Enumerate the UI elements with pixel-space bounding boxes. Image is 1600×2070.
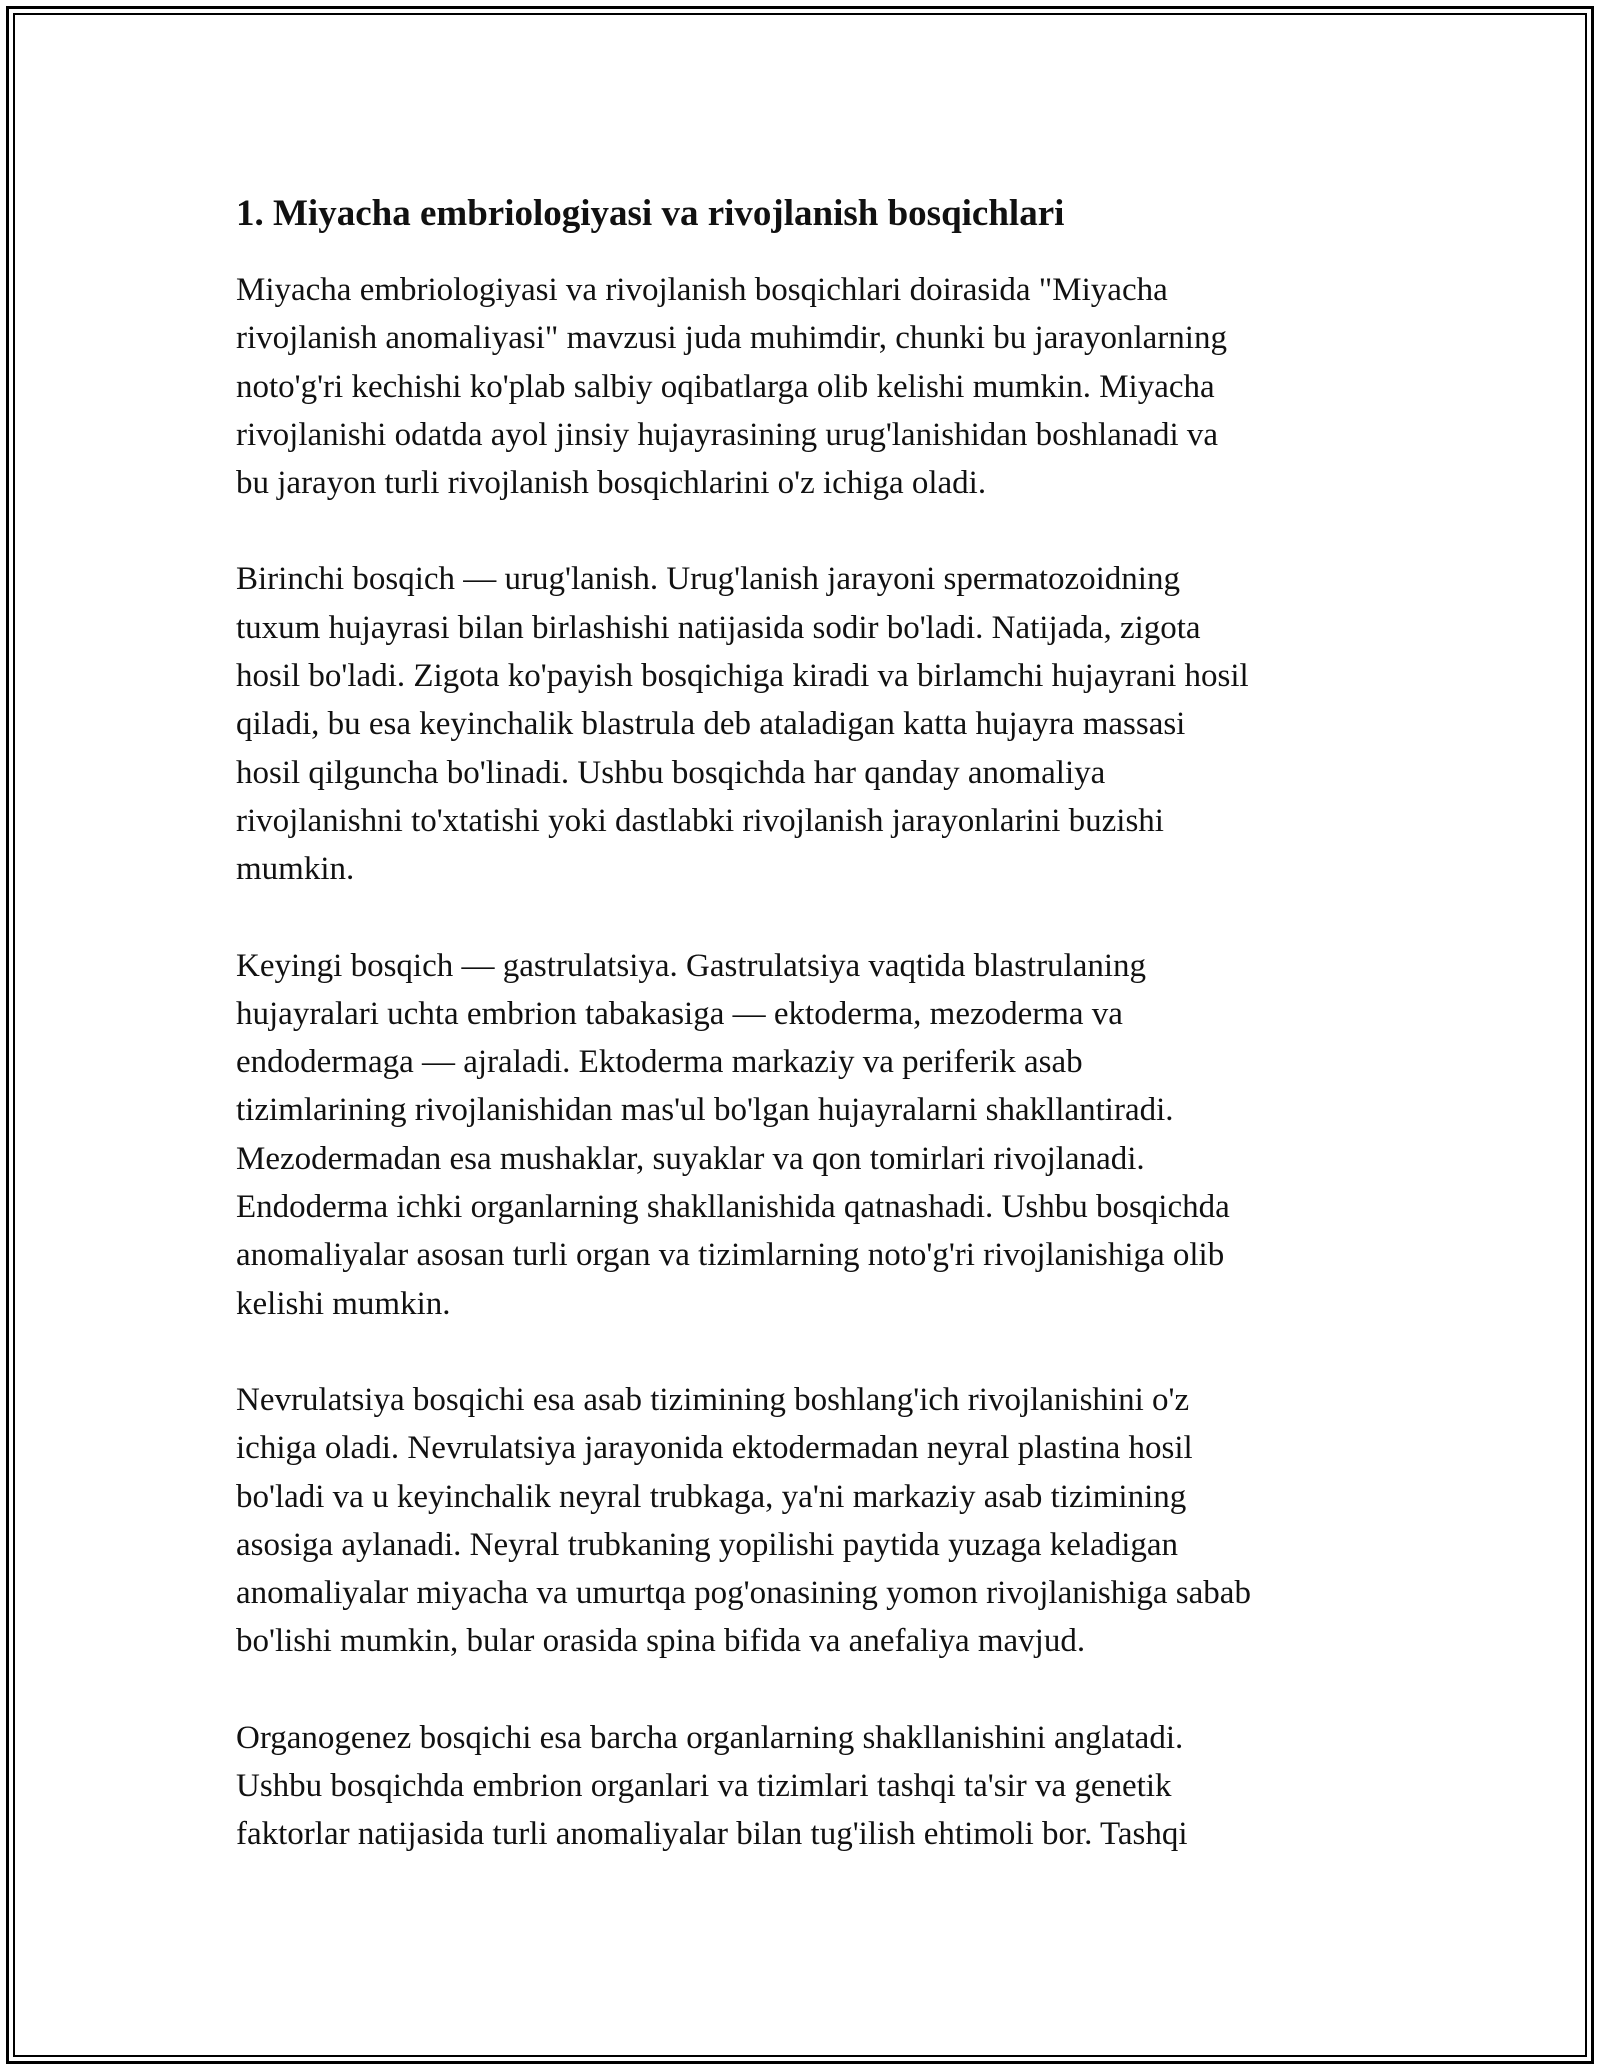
paragraph-gastrulation: Keyingi bosqich — gastrulatsiya. Gastrulatsiya vaqtida blastrulaning hujayralari uchta embrion tabakasiga — ektoderma, mezoderma va endodermaga — ajraladi. Ektoderma markaziy va periferik asab tizimlarining rivojlanishidan mas'ul bo'lgan hujayralarni shakllantiradi. Mezodermadan esa mushaklar, suyaklar va qon tomirlari rivojlanadi. Endoderma ichki organlarning shakllanishida qatnashadi. Ushbu bosqichda anomaliyalar asosan turli organ va tizimlarning noto'g'ri rivojlanishiga olib kelishi mumkin. [236, 947, 1230, 1322]
paragraph-fertilization: Birinchi bosqich — urug'lanish. Urug'lanish jarayoni spermatozoidning tuxum hujayrasi bilan birlashishi natijasida sodir bo'ladi. Natijada, zigota hosil bo'ladi. Zigota ko'payish bosqichiga kiradi va birlamchi hujayrani hosil qiladi, bu esa keyinchalik blastrula deb ataladigan katta hujayra massasi hosil qilguncha bo'linadi. Ushbu bosqichda har qanday anomaliya rivojlanishni to'xtatishi yoki dastlabki rivojlanish jarayonlarini buzishi mumkin. [236, 561, 1249, 888]
paragraph-intro: Miyacha embriologiyasi va rivojlanish bosqichlari doirasida "Miyacha rivojlanish anomaliyasi" mavzusi juda muhimdir, chunki bu jarayonlarning noto'g'ri kechishi ko'plab salbiy oqibatlarga olib kelishi mumkin. Miyacha rivojlanishi odatda ayol jinsiy hujayrasining urug'lanishidan boshlanadi va bu jarayon turli rivojlanish bosqichlarini o'z ichiga oladi. [236, 272, 1227, 502]
section-heading: 1. Miyacha embriologiyasi va rivojlanish bosqichlari [236, 193, 1065, 234]
document-body [236, 188, 1376, 1859]
paragraph-organogenesis: Organogenez bosqichi esa barcha organlarning shakllanishini anglatadi. Ushbu bosqichda embrion organlari va tizimlari tashqi ta'sir va genetik faktorlar natijasida turli anomaliyalar bilan tug'ilish ehtimoli bor. Tashqi [236, 1719, 1188, 1853]
paragraph-neurulation: Nevrulatsiya bosqichi esa asab tizimining boshlang'ich rivojlanishini o'z ichiga oladi. Nevrulatsiya jarayonida ektodermadan neyral plastina hosil bo'ladi va u keyinchalik neyral trubkaga, ya'ni markaziy asab tizimining asosiga aylanadi. Neyral trubkaning yopilishi paytida yuzaga keladigan anomaliyalar miyacha va umurtqa pog'onasining yomon rivojlanishiga sabab bo'lishi mumkin, bular orasida spina bifida va anefaliya mavjud. [236, 1381, 1251, 1660]
